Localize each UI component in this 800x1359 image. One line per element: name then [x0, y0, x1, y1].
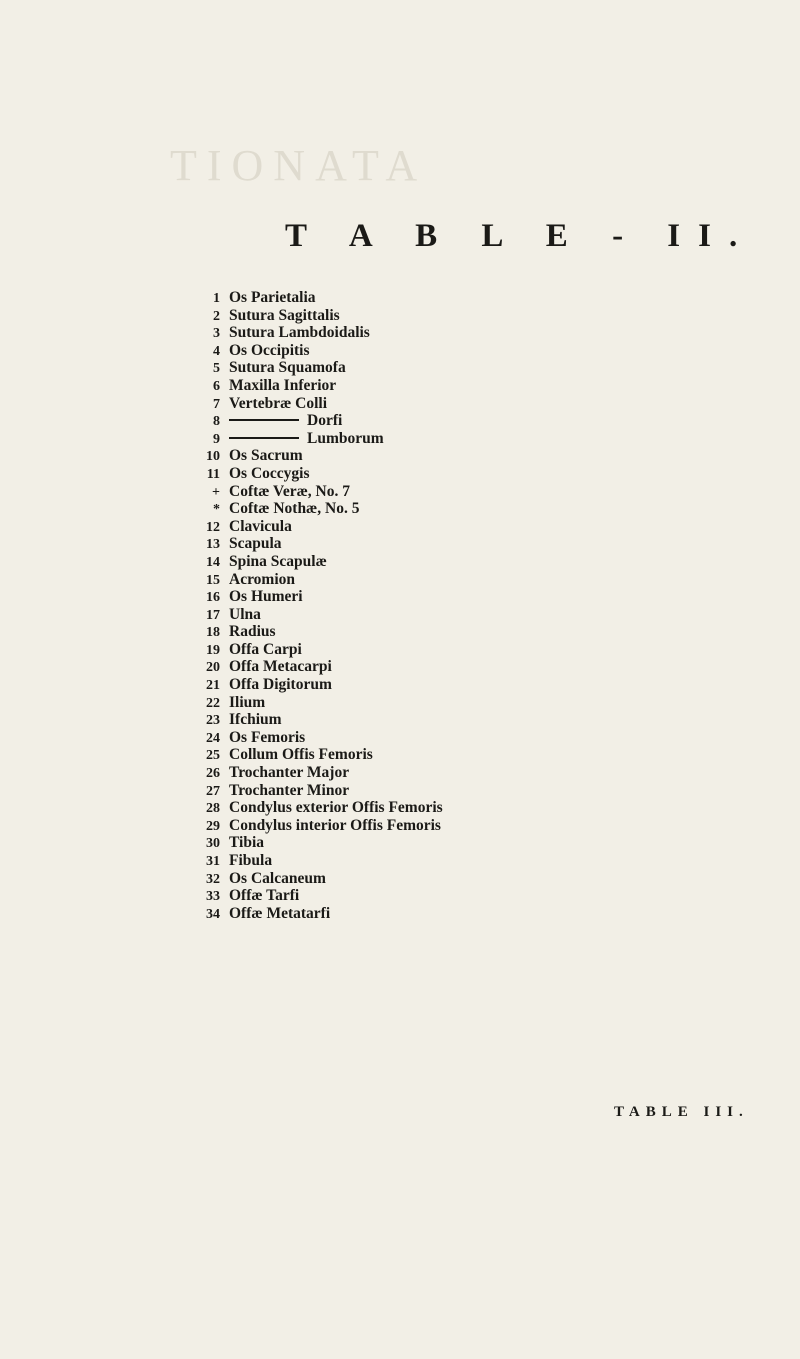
legend-item [196, 518, 443, 536]
bleed-through-text: TIONATA [170, 141, 428, 190]
legend-label: Os Coccygis [229, 464, 310, 482]
legend-mark: 20 [206, 660, 220, 676]
legend-label: Trochanter Minor [229, 781, 350, 799]
legend-label: Offæ Tarfi [229, 887, 300, 905]
legend-label: Clavicula [229, 517, 292, 535]
ditto-dash [229, 437, 299, 439]
legend-label: Dorfi [307, 412, 343, 430]
legend-item [196, 606, 443, 624]
legend-mark: 19 [206, 642, 220, 658]
legend-item [196, 342, 443, 360]
legend-label: Fibula [229, 852, 273, 869]
legend-mark: + [212, 484, 220, 500]
legend-label: Ilium [229, 693, 266, 711]
legend-label: Collum Offis Femoris [229, 746, 373, 764]
legend-item [196, 799, 443, 817]
legend-item [196, 694, 443, 712]
legend-mark: 33 [206, 889, 220, 905]
legend-mark: 10 [206, 449, 220, 465]
legend-item [196, 676, 443, 694]
page-title: T A B L E - II. [285, 218, 756, 254]
legend-label: Acromion [229, 570, 296, 588]
legend-mark: 16 [206, 590, 220, 606]
legend-label: Spina Scapulæ [229, 552, 327, 570]
legend-mark: 27 [206, 783, 220, 799]
legend-item [196, 658, 443, 676]
legend-mark: 13 [206, 537, 220, 553]
legend-mark: 2 [213, 308, 220, 324]
legend-item [196, 729, 443, 747]
legend-label: Tibia [229, 834, 265, 852]
legend-label: Vertebræ Colli [229, 394, 328, 412]
legend-item [196, 905, 443, 923]
legend-label: Ulna [229, 605, 261, 623]
legend-mark: 23 [206, 713, 220, 729]
legend-label: Os Occipitis [229, 341, 310, 359]
legend-item [196, 289, 443, 307]
legend-item [196, 817, 443, 835]
legend-label: Offa Digitorum [229, 676, 332, 694]
legend-mark: 31 [206, 854, 220, 869]
legend-mark: 15 [206, 572, 220, 588]
legend-item [196, 395, 443, 413]
legend-mark: 22 [206, 695, 220, 711]
legend-item [196, 623, 443, 641]
legend-label: Offa Metacarpi [229, 658, 332, 676]
legend-mark: 30 [206, 836, 220, 852]
legend-label: Trochanter Major [229, 764, 350, 782]
legend-mark: 8 [213, 414, 220, 430]
legend-mark: 4 [213, 343, 220, 359]
legend-item [196, 711, 443, 729]
legend-item [196, 834, 443, 852]
legend-label: Sutura Sagittalis [229, 306, 340, 324]
legend-mark: 29 [206, 818, 220, 834]
legend-item [196, 571, 443, 589]
legend-mark: 18 [206, 625, 220, 641]
legend-item [196, 377, 443, 395]
legend-mark: 25 [206, 748, 220, 764]
legend-label: Condylus exterior Offis Femoris [229, 799, 443, 817]
legend-label: Maxilla Inferior [229, 376, 337, 394]
legend-label: Sutura Lambdoidalis [229, 324, 370, 342]
legend-mark: 11 [206, 466, 220, 482]
legend-item [196, 887, 443, 905]
catchword: TABLE III. [614, 1104, 749, 1120]
legend-mark: 34 [206, 906, 220, 922]
legend-label: Os Femoris [229, 728, 306, 746]
legend-label: Os Humeri [229, 588, 303, 606]
legend-label: Scapula [229, 535, 282, 553]
legend-list [196, 289, 443, 922]
legend-mark: 6 [213, 378, 220, 394]
legend-mark: * [213, 502, 220, 518]
legend-item [196, 500, 443, 518]
legend-mark: 26 [206, 766, 220, 782]
legend-item [196, 553, 443, 571]
legend-label: Os Sacrum [229, 447, 303, 465]
legend-label: Lumborum [307, 429, 384, 447]
legend-mark: 28 [206, 801, 220, 817]
legend-item [196, 852, 443, 870]
legend-mark: 24 [206, 730, 220, 746]
legend-item [196, 412, 443, 430]
legend-label: Os Calcaneum [229, 869, 326, 887]
legend-item [196, 641, 443, 659]
legend-item [196, 746, 443, 764]
legend-label: Os Parietalia [229, 289, 316, 306]
legend-item [196, 782, 443, 800]
legend-label: Ifchium [229, 711, 282, 729]
legend-label: Condylus interior Offis Femoris [229, 816, 441, 834]
legend-item [196, 535, 443, 553]
legend-label: Offa Carpi [229, 640, 302, 658]
legend-item [196, 764, 443, 782]
legend-item [196, 307, 443, 325]
legend-mark: 5 [213, 361, 220, 377]
legend-item [196, 588, 443, 606]
legend-item [196, 447, 443, 465]
legend-label: Sutura Squamofa [229, 359, 346, 377]
legend-mark: 21 [206, 678, 220, 694]
legend-label: Coftæ Veræ, No. 7 [229, 482, 350, 500]
legend-label: Coftæ Nothæ, No. 5 [229, 500, 360, 518]
legend-label: Radius [229, 623, 276, 641]
ditto-dash [229, 419, 299, 421]
legend-mark: 3 [213, 326, 220, 342]
legend-mark: 32 [206, 871, 220, 887]
legend-label: Offæ Metatarfi [229, 904, 331, 922]
legend-item [196, 870, 443, 888]
legend-item [196, 359, 443, 377]
legend-mark: 17 [206, 607, 220, 623]
legend-mark: 1 [213, 291, 220, 306]
legend-item [196, 465, 443, 483]
legend-mark: 7 [213, 396, 220, 412]
legend-mark: 12 [206, 519, 220, 535]
legend-item [196, 324, 443, 342]
legend-mark: 9 [213, 431, 220, 447]
legend-item [196, 430, 443, 448]
legend-item [196, 483, 443, 501]
legend-mark: 14 [206, 554, 220, 570]
